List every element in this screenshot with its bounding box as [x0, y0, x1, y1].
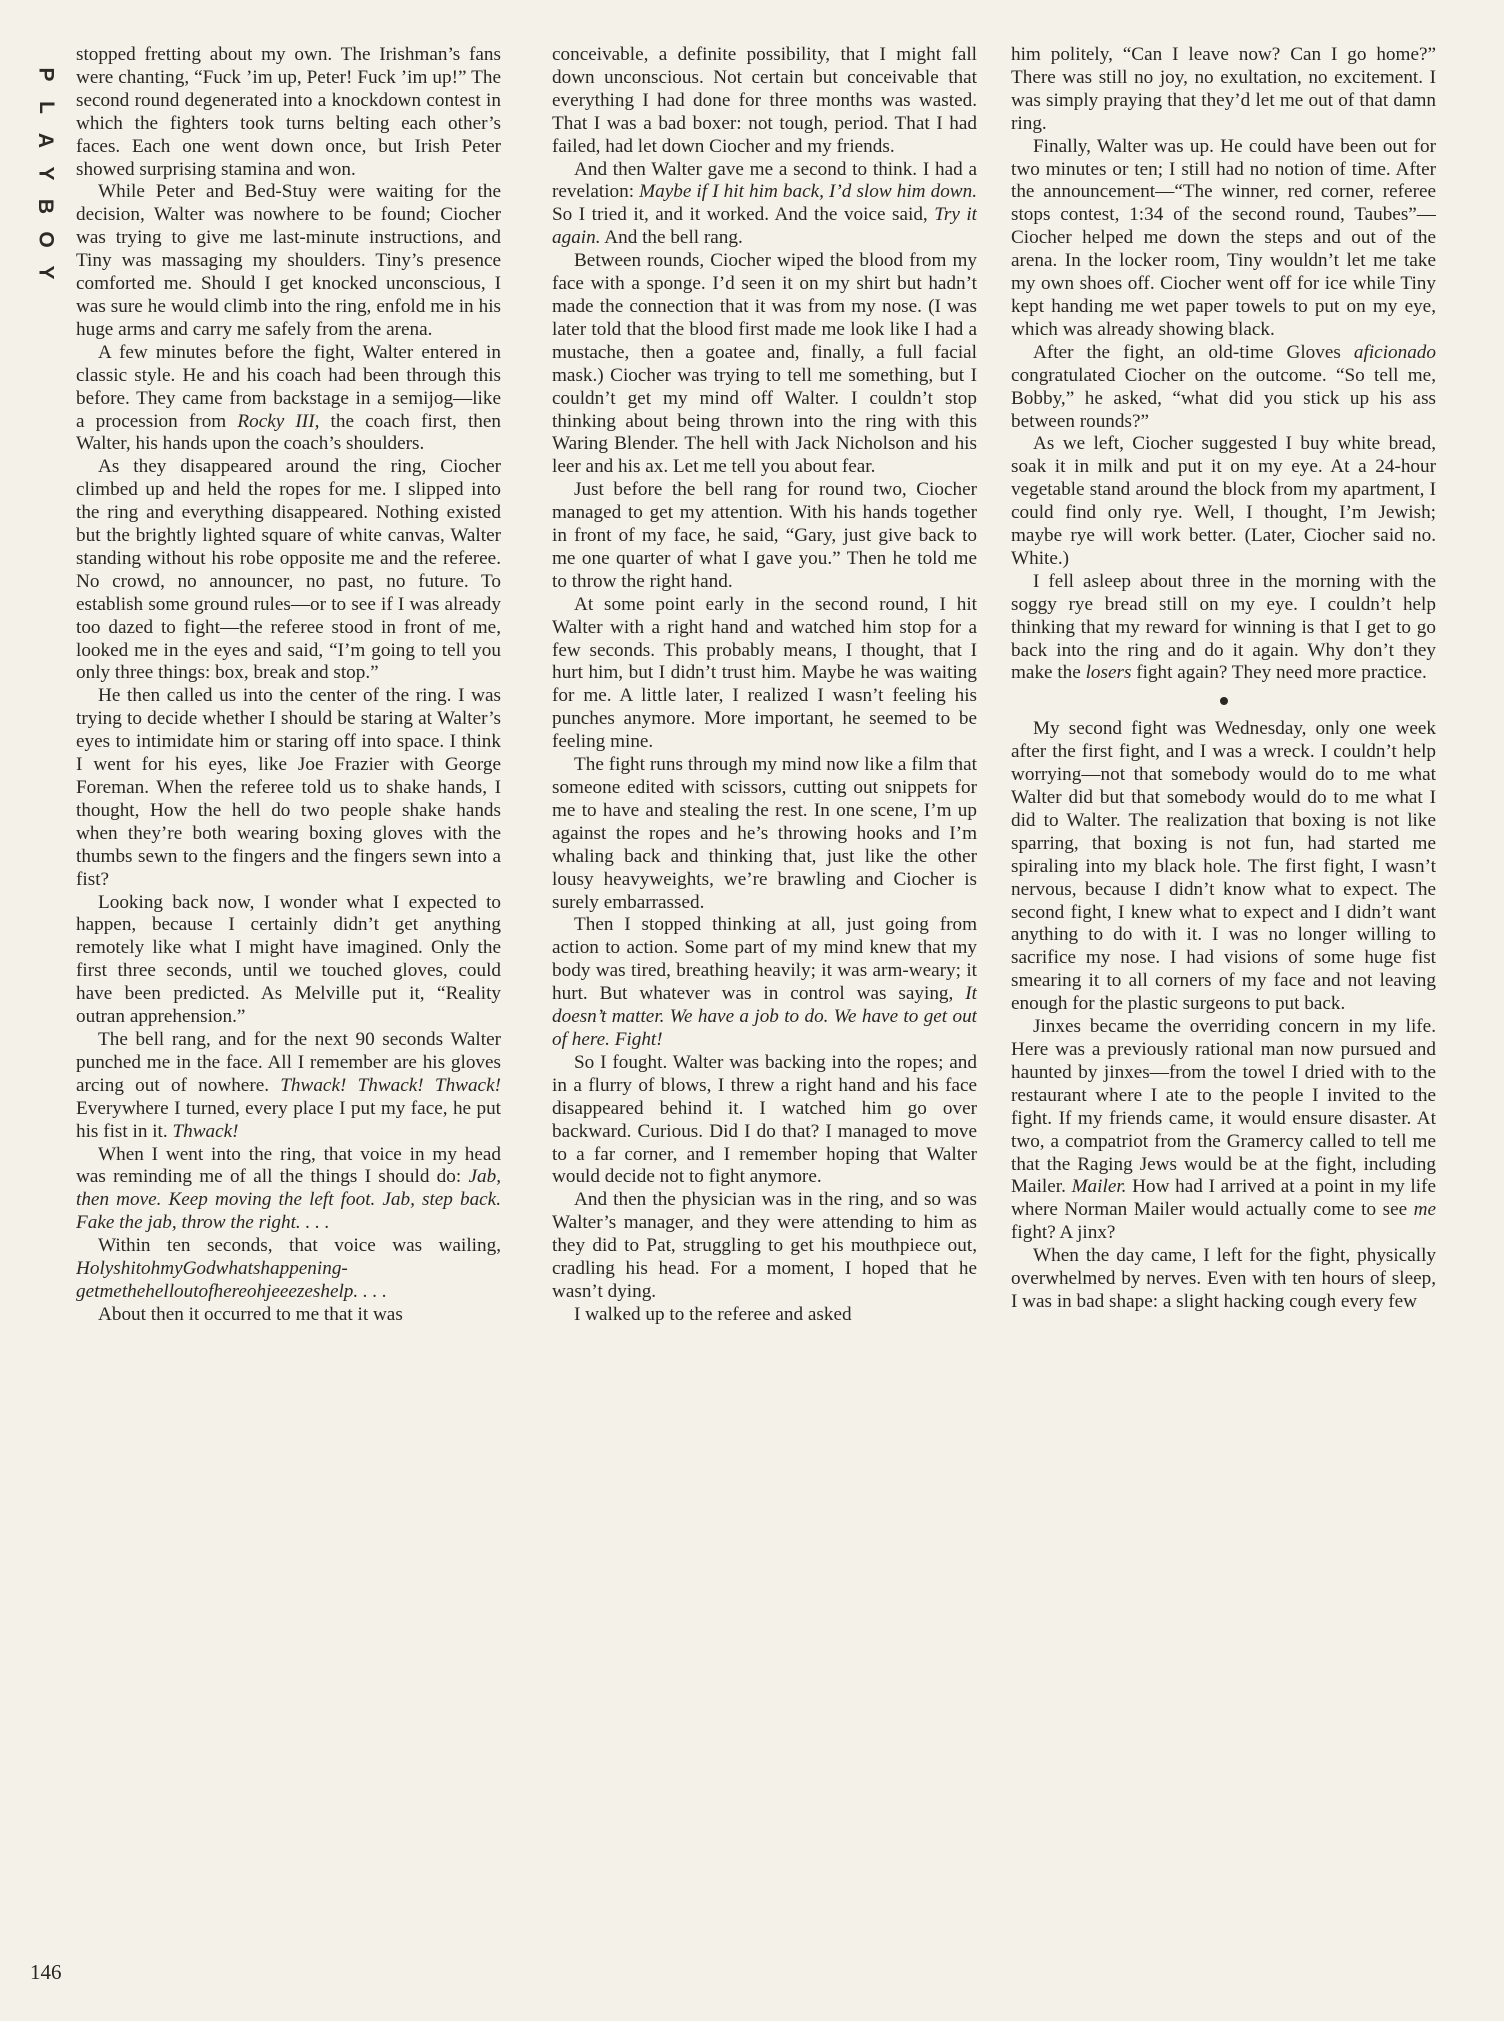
- text-run: conceivable, a definite possibility, that I might fall down unconscious. Not certain but conceivable that everything I had done for three months was wasted. That I was a bad boxer: not tough, period. That I had failed, had let down Ciocher and my friends.: [552, 44, 977, 157]
- italic-text: HolyshitohmyGodwhatshappeninggetmethehelloutofhereohjeeezeshelp. . . .: [76, 1258, 387, 1302]
- paragraph: [552, 594, 977, 754]
- text-run: fight again? They need more practice.: [1131, 662, 1427, 684]
- text-run: While Peter and Bed-Stuy were waiting for the decision, Walter was nowhere to be found; Ciocher was trying to give me last-minute instructions, and Tiny was massaging my shoulders. Tiny’s presence comforted me. Should I get knocked unconscious, I was sure he would climb into the ring, enfold me in his huge arms and carry me safely from the arena.: [76, 181, 501, 340]
- paragraph: [1011, 571, 1436, 686]
- text-run: As they disappeared around the ring, Ciocher climbed up and held the ropes for me. I slipped into the ring and everything disappeared. Nothing existed but the brightly lighted square of white canvas, Walter standing without his robe opposite me and the referee. No crowd, no announcer, no past, no future. To establish some ground rules—or to see if I was already too dazed to fight—the referee stood in front of me, looked me in the eyes and said, “I’m going to tell you only three things: box, break and stop.”: [76, 456, 501, 684]
- text-run: And then Walter gave me a second to think. I had a revelation:: [552, 158, 977, 203]
- italic-text: It doesn’t matter. We have a job to do. We have to get out of here. Fight!: [552, 983, 977, 1050]
- text-column-3: [1011, 44, 1436, 1989]
- paragraph: [1011, 1245, 1436, 1314]
- masthead-letter: Y: [34, 166, 58, 181]
- paragraph: [76, 1235, 501, 1304]
- text-run: He then called us into the center of the ring. I was trying to decide whether I should be staring at Walter’s eyes to intimidate him or staring off into space. I think I went for his eyes, like Joe Frazier with George Foreman. When the referee told us to shake hands, I thought, How the hell do two people shake hands when they’re both wearing boxing gloves with the thumbs sewn to the fingers and the fingers sewn into a fist?: [76, 685, 501, 890]
- text-run: The fight runs through my mind now like a film that someone edited with scissors, cutting out snippets for me to have and stealing the rest. In one scene, I’m up against the ropes and he’s throwing hooks and I’m whaling back and thinking that, just like the other lousy heavyweights, we’re brawling and Ciocher is surely embarrassed.: [552, 754, 977, 913]
- text-run: stopped fretting about my own. The Irishman’s fans were chanting, “Fuck ’im up, Peter! Fuck ’im up!” The second round degenerated into a knockdown contest in which the fighters took turns belting each other’s faces. Each one went down once, but Irish Peter showed surprising stamina and won.: [76, 44, 501, 180]
- paragraph: [552, 250, 977, 479]
- paragraph: [1011, 1016, 1436, 1245]
- text-run: Looking back now, I wonder what I expected to happen, because I certainly didn’t get anything remotely like what I might have imagined. Only the first three seconds, until we touched gloves, could have been predicted. As Melville put it, “Reality outran apprehension.”: [76, 891, 501, 1028]
- paragraph: [76, 456, 501, 685]
- masthead-letter: L: [34, 101, 58, 114]
- text-run: Finally, Walter was up. He could have been out for two minutes or ten; I still had no notion of time. After the announcement—“The winner, red corner, referee stops contest, 1:34 of the second round, Taubes”—Ciocher helped me down the steps and out of the arena. In the locker room, Tiny wouldn’t let me take my own shoes off. Ciocher went off for ice while Tiny kept handing me wet paper towels to put on my eye, which was already showing black.: [1011, 135, 1436, 340]
- paragraph: [1011, 718, 1436, 1016]
- text-run: fight? A jinx?: [1011, 1222, 1116, 1244]
- text-run: A few minutes before the fight, Walter entered in classic style. He and his coach had been through this before. They came from backstage in a semijog—like a procession from: [76, 341, 501, 432]
- text-run: At some point early in the second round, I hit Walter with a right hand and watched him stop for a few seconds. This probably means, I thought, that I hurt him, but I didn’t trust him. Maybe he was waiting for me. A little later, I realized I wasn’t feeling his punches anymore. More important, he seemed to be feeling mine.: [552, 593, 977, 753]
- text-column-2: [552, 44, 977, 1989]
- masthead-letter: Y: [34, 265, 58, 280]
- paragraph: [552, 754, 977, 914]
- masthead: [30, 58, 62, 289]
- paragraph: [76, 342, 501, 457]
- text-run: the coach first, then Walter, his hands upon the coach’s shoulders.: [76, 410, 501, 455]
- paragraph: [552, 159, 977, 251]
- text-run: And then the physician was in the ring, and so was Walter’s manager, and they were attending to him as they did to Pat, struggling to get his mouthpiece out, cradling his head. For a moment, I hoped that he wasn’t dying.: [552, 1189, 977, 1302]
- section-separator: [1011, 689, 1436, 712]
- paragraph: [76, 1304, 501, 1327]
- masthead-letter: P: [34, 67, 58, 82]
- paragraph: [76, 181, 501, 341]
- text-run: The bell rang, and for the next 90 seconds Walter punched me in the face. All I remember are his gloves arcing out of nowhere.: [76, 1028, 501, 1096]
- paragraph: [552, 1304, 977, 1327]
- italic-text: me: [1413, 1199, 1436, 1221]
- italic-text: Thwack! Thwack! Thwack!: [280, 1074, 501, 1096]
- text-run: My second fight was Wednesday, only one week after the first fight, and I was a wreck. I couldn’t help worrying—not that somebody would do to me what Walter did but that somebody would do to me what I did to Walter. The realization that boxing is not like sparring, that boxing is not fun, had started me spiraling into my black hole. The first fight, I wasn’t nervous, because I didn’t know what to expect. The second fight, I knew what to expect and I didn’t want anything to do with it. I was no longer willing to sacrifice my nose. I had visions of some huge fist smearing it to all corners of my face and not leaving enough for the plastic surgeons to put back.: [1011, 718, 1436, 1015]
- paragraph: [552, 914, 977, 1051]
- text-run: And the bell rang.: [600, 227, 743, 249]
- paragraph: [76, 1029, 501, 1144]
- paragraph: [76, 1144, 501, 1236]
- text-run: Within ten seconds, that voice was wailing,: [98, 1235, 501, 1257]
- paragraph: [1011, 342, 1436, 434]
- text-run: When the day came, I left for the fight, physically overwhelmed by nerves. Even with ten hours of sleep, I was in bad shape: a slight hacking cough every few: [1011, 1245, 1436, 1312]
- text-run: I fell asleep about three in the morning with the soggy rye bread still on my eye. I couldn’t help thinking that my reward for winning is that I get to go back into the ring and do it again. Why don’t they make the: [1011, 570, 1436, 684]
- bullet-icon: [1220, 697, 1228, 705]
- paragraph: [552, 1052, 977, 1189]
- text-run: Jinxes became the overriding concern in my life. Here was a previously rational man now pursued and haunted by jinxes—from the towel I dried with to the restaurant where I ate to the people I invited to the fight. If my friends came, it would ensure disaster. At two, a compatriot from the Gramercy called to tell me that the Raging Jews would be at the fight, including Mailer.: [1011, 1016, 1436, 1198]
- paragraph: [552, 479, 977, 594]
- text-run: About then it occurred to me that it was: [98, 1303, 403, 1325]
- italic-text: Jab, then move. Keep moving the left foot. Jab, step back. Fake the jab, throw the right. . . .: [76, 1166, 501, 1234]
- text-run: congratulated Ciocher on the outcome. “So tell me, Bobby,” he asked, “what did you stick up his ass between rounds?”: [1011, 364, 1436, 432]
- italic-text: losers: [1085, 662, 1132, 684]
- text-run: How had I arrived at a point in my life where Norman Mailer would actually come to see: [1011, 1176, 1436, 1221]
- text-run: I walked up to the referee and asked: [574, 1303, 852, 1325]
- paragraph: [76, 685, 501, 891]
- text-run: When I went into the ring, that voice in my head was reminding me of all the things I should do:: [76, 1143, 501, 1188]
- paragraph: [552, 1189, 977, 1304]
- paragraph: [1011, 44, 1436, 136]
- text-run: Just before the bell rang for round two, Ciocher managed to get my attention. With his hands together in front of my face, he said, “Gary, just give back to me one quarter of what I gave you.” Then he told me to throw the right hand.: [552, 479, 977, 592]
- paragraph: [552, 44, 977, 159]
- text-column-1: [76, 44, 501, 1989]
- italic-text: Try it again.: [552, 204, 977, 249]
- masthead-letter: B: [34, 198, 58, 215]
- text-run: As we left, Ciocher suggested I buy white bread, soak it in milk and put it on my eye. At a 24-hour vegetable stand around the block from my apartment, I could find only rye. Well, I thought, I’m Jewish; maybe rye will work better. (Later, Ciocher said no. White.): [1011, 433, 1436, 569]
- paragraph: [1011, 136, 1436, 342]
- paragraph: [76, 44, 501, 181]
- italic-text: Rocky III,: [237, 410, 320, 432]
- text-run: So I tried it, and it worked. And the voice said,: [552, 204, 935, 226]
- paragraph: [76, 892, 501, 1029]
- italic-text: aficionado: [1353, 341, 1436, 363]
- text-run: After the fight, an old-time Gloves: [1033, 341, 1354, 363]
- text-run: him politely, “Can I leave now? Can I go home?” There was still no joy, no exultation, no excitement. I was simply praying that they’d let me out of that damn ring.: [1011, 44, 1436, 134]
- text-run: Then I stopped thinking at all, just going from action to action. Some part of my mind knew that my body was tired, breathing heavily; it was arm-weary; it hurt. But whatever was in control was saying,: [552, 914, 977, 1005]
- masthead-letter: O: [34, 231, 58, 248]
- masthead-letter: A: [34, 132, 58, 149]
- italic-text: Mailer.: [1071, 1176, 1127, 1198]
- paragraph: [1011, 433, 1436, 570]
- italic-text: Maybe if I hit him back, I’d slow him down.: [639, 181, 977, 203]
- text-run: So I fought. Walter was backing into the ropes; and in a flurry of blows, I threw a right hand and his face disappeared behind it. I watched him go over backward. Curious. Did I do that? I managed to move to a far corner, and I remember hoping that Walter would decide not to fight anymore.: [552, 1051, 977, 1188]
- page-number: 146: [30, 1960, 62, 1984]
- text-run: Between rounds, Ciocher wiped the blood from my face with a sponge. I’d seen it on my shirt but hadn’t made the connection that it was from my nose. (I was later told that the blood first made me look like I had a mustache, then a goatee and, finally, a full facial mask.) Ciocher was trying to tell me something, but I couldn’t get my mind off Walter. I couldn’t stop thinking about being thrown into the ring with this Waring Blender. The hell with Jack Nicholson and his leer and his ax. Let me tell you about fear.: [552, 250, 977, 478]
- text-run: Everywhere I turned, every place I put my face, he put his fist in it.: [76, 1097, 501, 1142]
- italic-text: Thwack!: [172, 1120, 239, 1142]
